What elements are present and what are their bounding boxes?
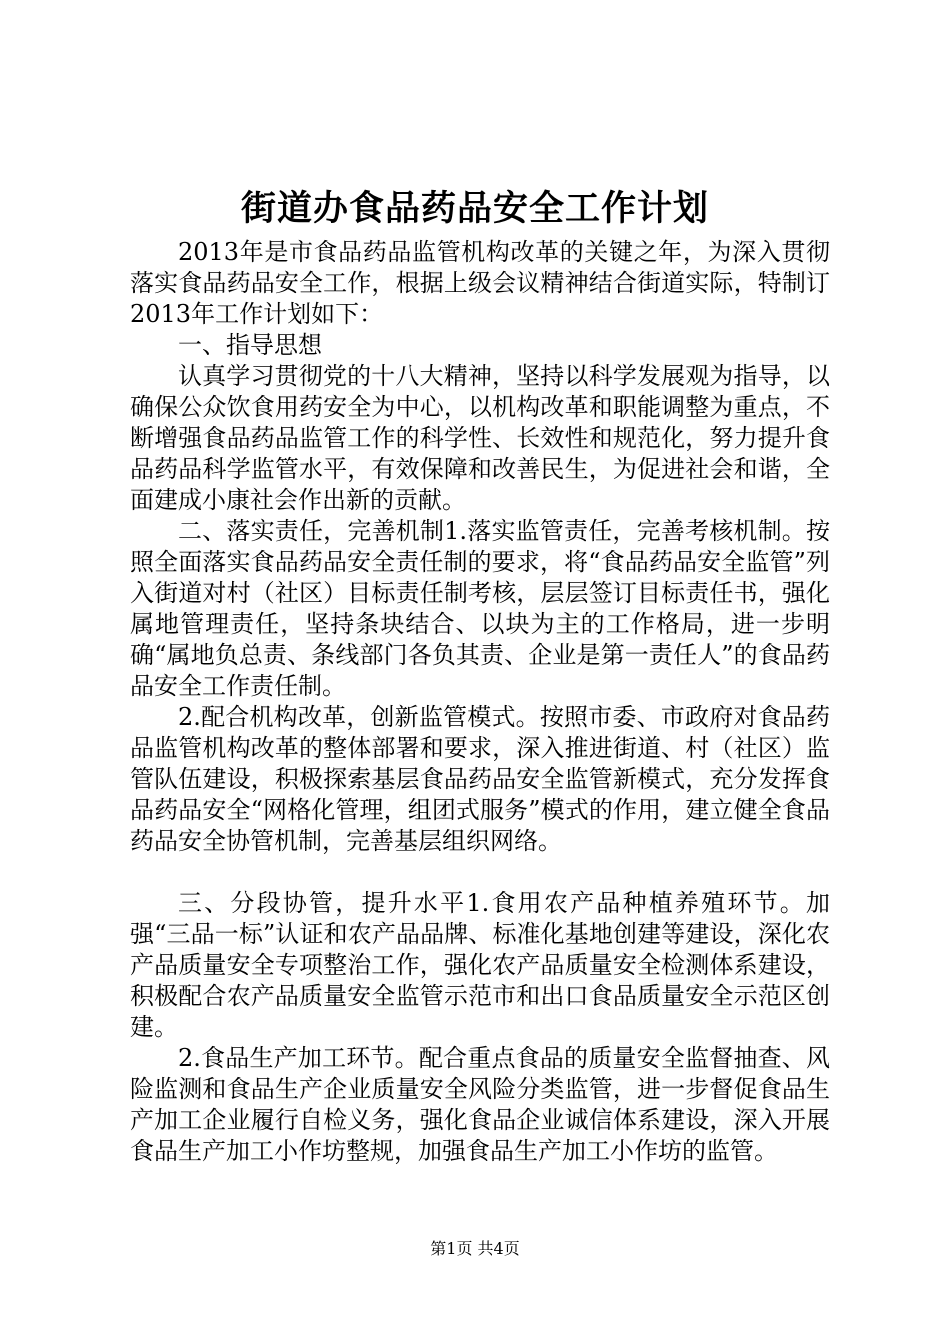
document-body: [130, 237, 830, 1167]
paragraph-guiding-ideology: 认真学习贯彻党的十八大精神，坚持以科学发展观为指导，以确保公众饮食用药安全为中心，以机构改革和职能调整为重点，不断增强食品药品监管工作的科学性、长效性和规范化，努力提升食品药品科学监管水平，有效保障和改善民生，为促进社会和谐，全面建成小康社会作出新的贡献。: [130, 362, 830, 514]
paragraph-responsibility: 二、落实责任，完善机制1.落实监管责任，完善考核机制。按照全面落实食品药品安全责任制的要求，将“食品药品安全监管”列入街道对村（社区）目标责任制考核，层层签订目标责任书，强化属地管理责任，坚持条块结合、以块为主的工作格局，进一步明确“属地负总责、条线部门各负其责、企业是第一责任人”的食品药品安全工作责任制。: [130, 517, 830, 700]
paragraph-intro: 2013年是市食品药品监管机构改革的关键之年，为深入贯彻落实食品药品安全工作，根据上级会议精神结合街道实际，特制订2013年工作计划如下：: [130, 238, 830, 328]
section-heading-guiding-ideology: 一、指导思想: [178, 331, 322, 359]
paragraph-institutional-reform: 2.配合机构改革，创新监管模式。按照市委、市政府对食品药品监管机构改革的整体部署和要求，深入推进街道、村（社区）监管队伍建设，积极探索基层食品药品安全监管新模式，充分发挥食品药品安全“网格化管理，组团式服务”模式的作用，建立健全食品药品安全协管机制，完善基层组织网络。: [130, 703, 830, 855]
paragraph-food-production: 2.食品生产加工环节。配合重点食品的质量安全监督抽查、风险监测和食品生产企业质量安全风险分类监管，进一步督促食品生产加工企业履行自检义务，强化食品企业诚信体系建设，深入开展食品生产加工小作坊整规，加强食品生产加工小作坊的监管。: [130, 1044, 830, 1165]
paragraph-segmented-supervision: 三、分段协管，提升水平1.食用农产品种植养殖环节。加强“三品一标”认证和农产品品牌、标准化基地创建等建设，深化农产品质量安全专项整治工作，强化农产品质量安全检测体系建设，积极配合农产品质量安全监管示范市和出口食品质量安全示范区创建。: [130, 889, 830, 1041]
page-number-footer: 第1页 共4页: [430, 1239, 520, 1258]
document-title: 街道办食品药品安全工作计划: [240, 188, 709, 229]
